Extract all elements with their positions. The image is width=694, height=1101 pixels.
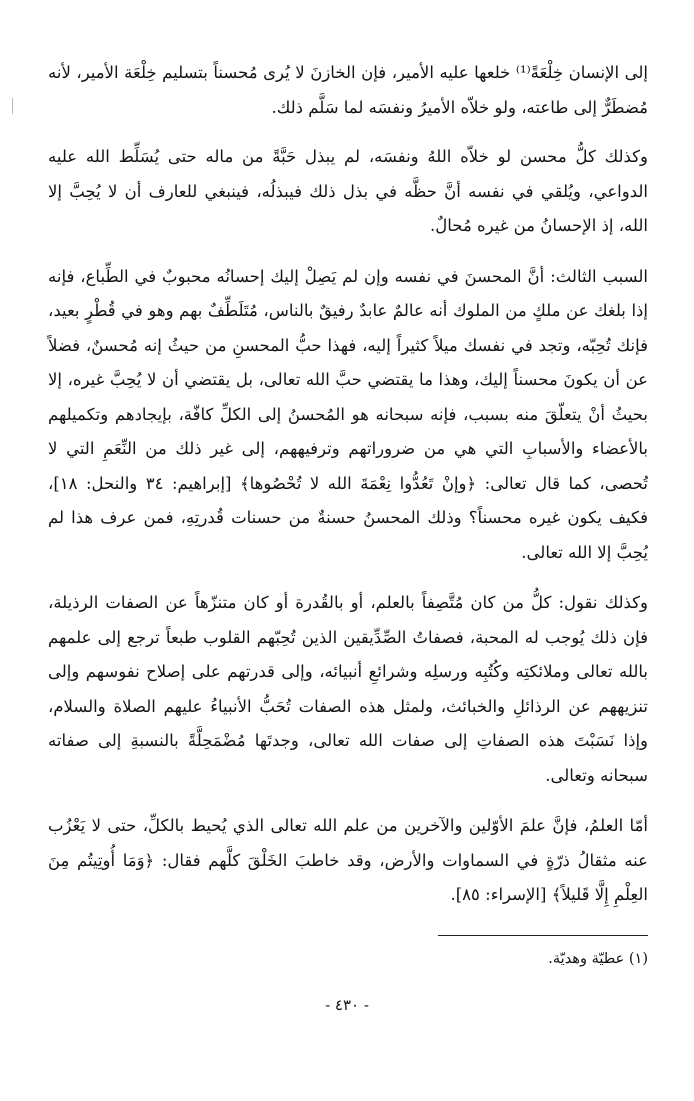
paragraph-3: السبب الثالث: أنَّ المحسنَ في نفسه وإن لم يَصِلْ إليك إحسانُه محبوبٌ في الطِّباع، فإنه إذا بلغك عن ملكٍ من الملوك أنه عالمٌ عابدٌ رفيقٌ بالناس، مُتَلَطِّفٌ بهم وهو في قُطْرٍ بعيد، فإنك تُحِبّه، وتجد في نفسك ميلاً كثيراً إليه، فهذا حبُّ المحسنِ من حيثُ إنه مُحسنٌ، فضلاً عن أن يكونَ محسناً إليك، وهذا ما يقتضي حبَّ الله تعالى، بل يقتضي أن لا يُحِبَّ غيره، إلا بحيثُ أنْ يتعلّقَ منه بسبب، فإنه سبحانه هو المُحسنُ إلى الكلِّ كافّة، بإيجادهم وتكميلهم بالأعضاء والأسبابِ التي هي من ضروراتهم وترفيههم، إلى غير ذلك من النِّعَمِ التي لا تُحصى، كما قال تعالى: ﴿وإنْ تَعُدُّوا نِعْمَةَ الله لا تُحْصُوها﴾ [إبراهيم: ٣٤ والنحل: ١٨]، فكيف يكون غيره محسناً؟ وذلك المحسنُ حسنةٌ من حسنات قُدرتِهِ، فمن عرف هذا لم يُحِبَّ إلا الله تعالى.: [48, 266, 648, 562]
paragraph-4: وكذلك نقول: كلُّ من كان مُتَّصِفاً بالعلم، أو بالقُدرة أو كان متنزّهاً عن الصفات الرذيلة، فإن ذلك يُوجب له المحبة، فصفاتُ الصِّدِّيقين الذين تُحِبّهم القلوب طبعاً ترجع إلى علمهم بالله تعالى وملائكتِه وكُتُبِه ورسلِه وشرائعِ أنبيائه، وإلى قدرتهم على إصلاح نفوسهم وإلى تنزيههم عن الرذائلِ والخبائث، ولمثل هذه الصفات تُحَبُّ الأنبياءُ عليهم الصلاة والسلام، وإذا نَسَبْتَ هذه الصفاتِ إلى صفات الله تعالى، وجدتَها مُضْمَحِلَّةً بالنسبةِ إلى صفاته سبحانه وتعالى.: [48, 593, 648, 785]
footnote: (١) عطيّة وهديّة.: [548, 951, 648, 967]
paragraph-2: وكذلك كلُّ محسن لو خلاّه اللهُ ونفسَه، لم يبذل حَبَّةً من ماله حتى يُسَلِّط الله عليه الدواعي، ويُلقي في نفسه أنَّ حظَّه في بذل ذلك فيبذلُه، فينبغي للعارف أن لا يُحِبَّ إلا الله، إذ الإحسانُ من غيره مُحالٌ.: [48, 147, 648, 235]
margin-mark: [12, 98, 13, 114]
paragraph-5: أمّا العلمُ، فإنَّ علمَ الأوّلين والآخرين من علم الله تعالى الذي يُحيط بالكلِّ، حتى لا يَعْزُب عنه مثقالُ ذرّةٍ في السماوات والأرض، وقد خاطبَ الخَلْقَ كلَّهم فقال: ﴿وَمَا أُوتِيتُم مِنَ العِلْمِ إِلَّا قَليلاً﴾ [الإسراء: ٨٥].: [48, 816, 648, 904]
paragraph-1: إلى الإنسان خِلْعَةً⁽¹⁾ خلعها عليه الأمير، فإن الخازنَ لا يُرى مُحسناً بتسليم خِلْعَة الأمير، لأنه مُضطَرٌّ إلى طاعته، ولو خلاّه الأميرُ ونفسَه لما سَلَّم ذلك.: [48, 63, 648, 117]
page-number: - ٤٣٠ -: [325, 996, 369, 1014]
page-body: [48, 56, 648, 929]
footnote-divider: [438, 935, 648, 936]
